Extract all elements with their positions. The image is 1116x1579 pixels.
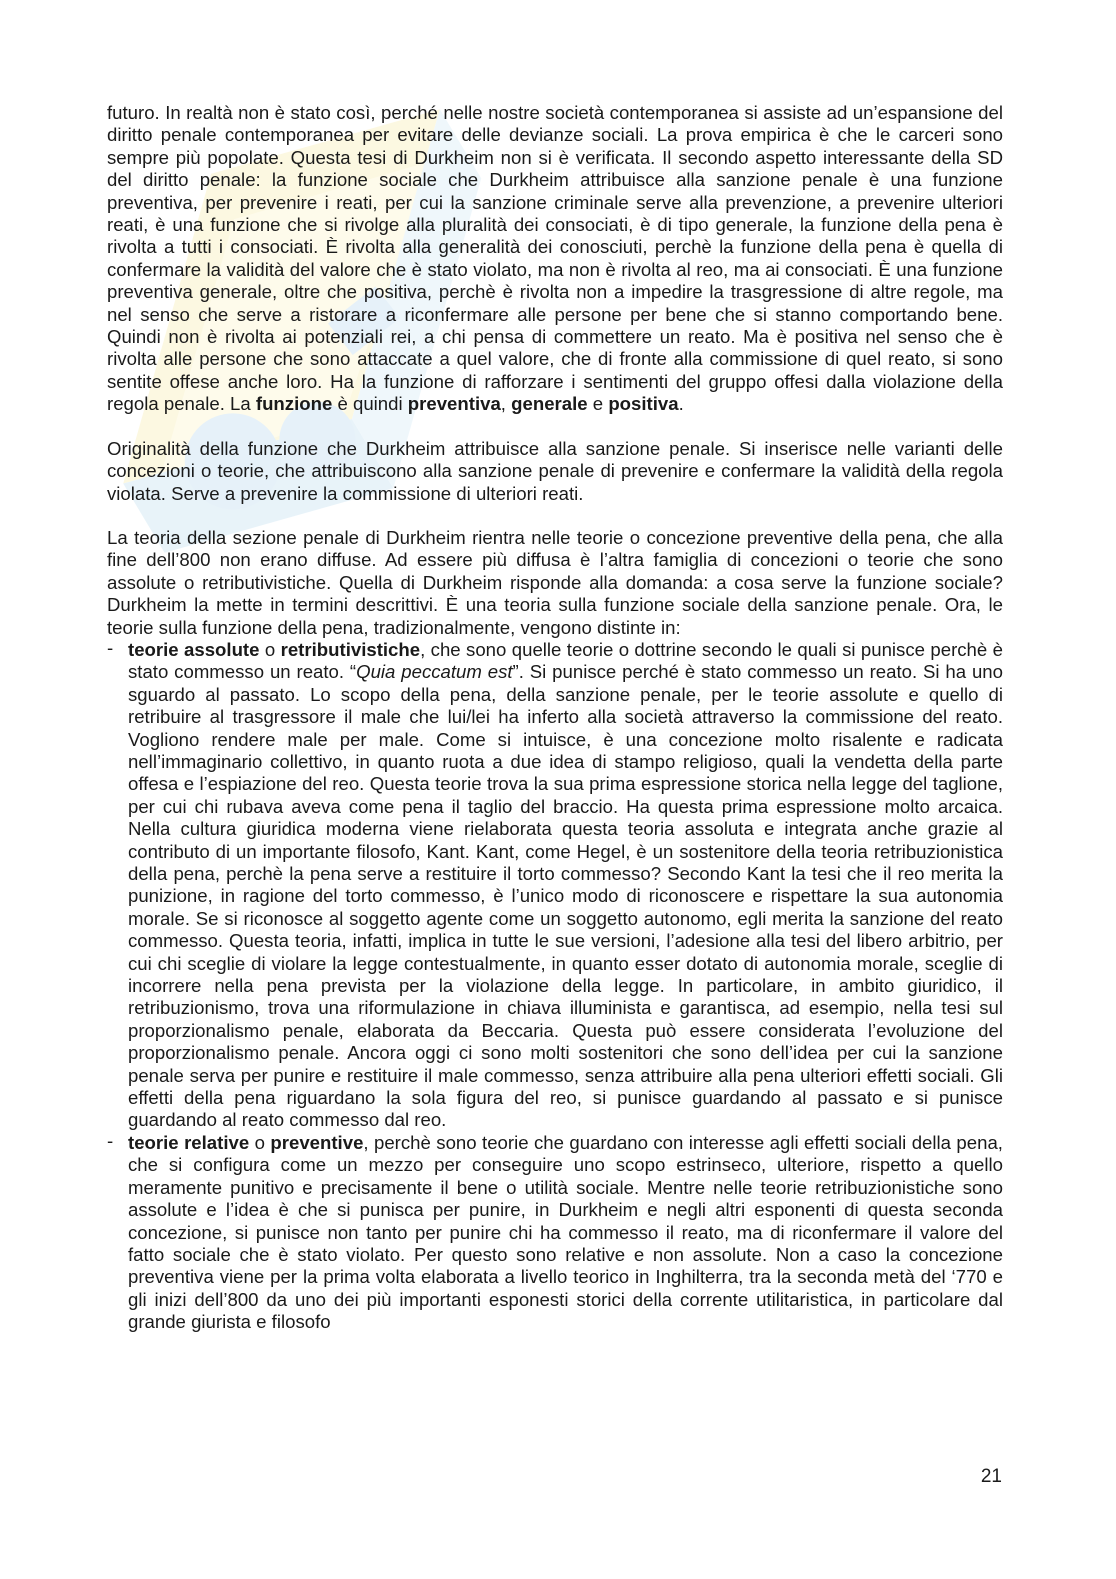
bold-term: teorie relative bbox=[128, 1131, 250, 1153]
text-run: . bbox=[678, 393, 684, 415]
list-item-text bbox=[128, 1132, 1003, 1332]
italic-phrase: Quia peccatum est bbox=[356, 661, 513, 683]
text-run: , che sono quelle teorie o dottrine secondo le quali si punisce perchè è stato commesso un reato. “ bbox=[128, 638, 1003, 683]
text-run: Originalità della funzione che Durkheim attribuisce alla sanzione penale. Si inserisce nelle varianti delle concezioni o teorie, che attribuiscono alla sanzione penale di prevenire e confermare la validità della regola violata. Serve a prevenire la commissione di ulteriori reati. bbox=[107, 437, 1003, 504]
text-run: è quindi bbox=[332, 393, 408, 415]
text-run: o bbox=[259, 638, 281, 660]
list-item bbox=[107, 1129, 1003, 1334]
paragraph bbox=[107, 527, 1003, 639]
bold-term: positiva bbox=[608, 393, 679, 415]
bold-term: preventiva bbox=[407, 393, 501, 415]
paragraph bbox=[107, 438, 1003, 505]
text-run: ”. Si punisce perché è stato commesso un reato. Si ha uno sguardo al passato. Lo scopo della pena, della sanzione penale, per le teorie assolute e quello di retribuire al trasgressore il male che lui/lei ha inferto alla società attraverso la commissione del reato. Vogliono rendere male per male. Come si intuisce, è una concezione molto risalente e radicata nell’immaginario collettivo, in quanto ruota a due idea di stampo religioso, quali la vendetta della parte offesa e l’espiazione del reo. Questa teorie trova la sua prima espressione storica nella legge del taglione, per cui chi rubava aveva come pena il taglio del braccio. Ha questa prima espressione molto arcaica. Nella cultura giuridica moderna viene rielaborata questa teoria assoluta e integrata anche grazie al contributo di un importante filosofo, Kant. Kant, come Hegel, è un sostenitore della teoria retribuzionistica della pena, perchè la pena serve a restituire il torto commesso? Secondo Kant la tesi che il reo merita la punizione, in ragione del torto commesso, è l’unico modo di riconoscere e rispettare la sua autonomia morale. Se si riconosce al soggetto agente come un soggetto autonomo, egli merita la sanzione del reato commesso. Questa teoria, infatti, implica in tutte le sue versioni, l’adesione alla tesi del libero arbitrio, per cui chi sceglie di violare la legge contestualmente, in quanto esser dotato di autonomia morale, sceglie di incorrere nella pena prevista per la violazione della legge. In particolare, in ambito giuridico, il retribuzionismo, trova una riformulazione in chiava illuminista e garantisca, ad esempio, nella tesi sul proporzionalismo penale, elaborata da Beccaria. Questa può essere considerata l’evoluzione del proporzionalismo penale. Ancora oggi ci sono molti sostenitori che sono dell’idea per cui la sanzione penale serva per punire e restituire il male commesso, senza attribuire alla pena ulteriori effetti sociali. Gli effetti della pena riguardano la sola figura del reo, si punisce guardando al passato e si punisce guardando al reato commesso dal reo. bbox=[128, 661, 1003, 1131]
text-run: e bbox=[587, 393, 609, 415]
text-run: o bbox=[249, 1131, 271, 1153]
bold-term: preventive bbox=[270, 1131, 364, 1153]
list-dash-marker: - bbox=[107, 636, 114, 658]
page-number: 21 bbox=[980, 1466, 1002, 1487]
text-run: , perchè sono teorie che guardano con interesse agli effetti sociali della pena, che si configura come un mezzo per conseguire uno scopo estrinseco, ulteriore, rispetto a quello meramente punitivo e precisamente il bene o utilità sociale. Mentre nelle teorie retribuzionistiche sono assolute e l’idea è che si punisca per punire, in Durkheim e negli altri esponenti di questa seconda concezione, si punisce non tanto per punire chi ha commesso il reato, ma di riconfermare il valore del fatto sociale che è stato violato. Per questo sono relative e non assolute. Non a caso la concezione preventiva viene per la prima volta elaborata a livello teorico in Inghilterra, tra la seconda metà del ‘770 e gli inizi dell’800 da uno dei più importanti esponesti storici della corrente utilitaristica, in particolare dal grande giurista e filosofo bbox=[128, 1131, 1003, 1333]
bold-term: funzione bbox=[255, 393, 333, 415]
bold-term: generale bbox=[511, 393, 588, 415]
theories-list bbox=[107, 636, 1003, 1334]
list-item bbox=[107, 636, 1003, 1132]
bold-term: teorie assolute bbox=[128, 638, 260, 660]
bold-term: retributivistiche bbox=[280, 638, 421, 660]
text-run: La teoria della sezione penale di Durkheim rientra nelle teorie o concezione preventive della pena, che alla fine dell’800 non erano diffuse. Ad essere più diffusa è l’altra famiglia di concezioni o teorie che sono assolute o retributivistiche. Quella di Durkheim risponde alla domanda: a cosa serve la funzione sociale? Durkheim la mette in termini descrittivi. È una teoria sulla funzione sociale della sanzione penale. Ora, le teorie sulla funzione della pena, tradizionalmente, vengono distinte in: bbox=[107, 526, 1003, 638]
document-body bbox=[107, 102, 1003, 1334]
text-run: futuro. In realtà non è stato così, perché nelle nostre società contemporanea si assiste ad un’espansione del diritto penale contemporanea per evitare delle devianze sociali. La prova empirica è che le carceri sono sempre più popolate. Questa tesi di Durkheim non si è verificata. Il secondo aspetto interessante della SD del diritto penale: la funzione sociale che Durkheim attribuisce alla sanzione penale è una funzione preventiva, per prevenire i reati, per cui la sanzione criminale serve alla prevenzione, a prevenire ulteriori reati, è una funzione che si rivolge alla pluralità dei consociati, è di tipo generale, la funzione della pena è rivolta a tutti i consociati. È rivolta alla generalità dei conosciuti, perchè la funzione della pena è quella di confermare la validità del valore che è stato violato, ma non è rivolta al reo, ma ai consociati. È una funzione preventiva generale, oltre che positiva, perchè è rivolta non a impedire la trasgressione di altre regole, ma nel senso che serve a ristorare a riconfermare alle persone per bene che si stanno comportando bene. Quindi non è rivolta ai potenziali rei, a chi pensa di commettere un reato. Ma è positiva nel senso che è rivolta alle persone che sono attaccate a quel valore, che di fronte alla commissione di quel reato, si sono sentite offese anche loro. Ha la funzione di rafforzare i sentimenti del gruppo offesi dalla violazione della regola penale. La bbox=[107, 102, 1003, 415]
paragraph bbox=[107, 102, 1003, 416]
text-run: , bbox=[500, 393, 512, 415]
list-item-text bbox=[128, 639, 1003, 1131]
list-dash-marker: - bbox=[107, 1129, 114, 1151]
